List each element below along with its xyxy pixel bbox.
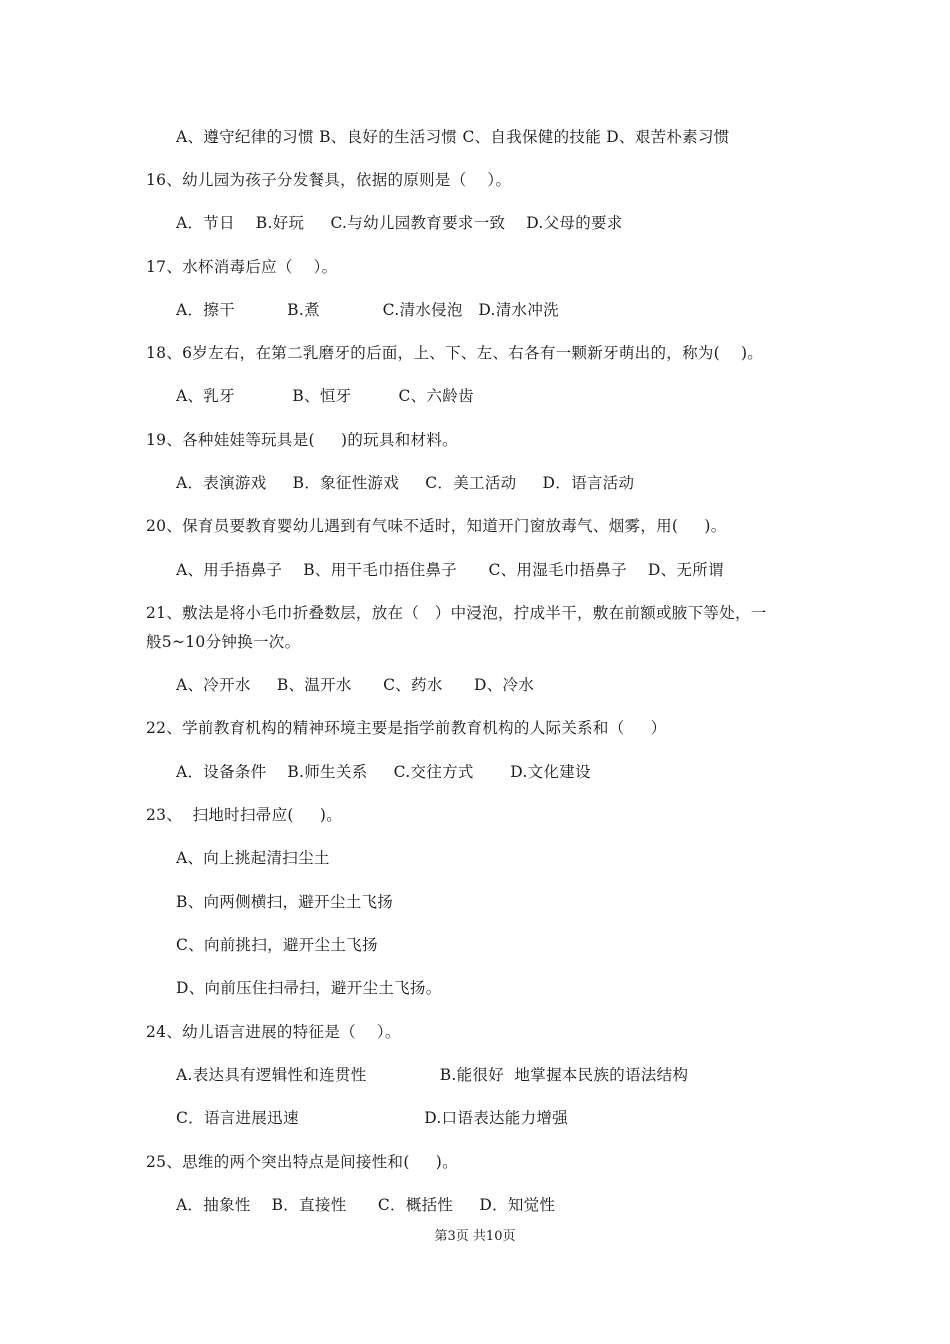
q21-options: A、冷开水 B、温开水 C、药水 D、冷水 — [176, 676, 535, 694]
q17-question: 17、水杯消毒后应（ ）。 — [146, 258, 338, 276]
q20-options: A、用手捂鼻子 B、用干毛巾捂住鼻子 C、用湿毛巾捂鼻子 D、无所谓 — [176, 561, 724, 579]
q18-question: 18、6岁左右，在第二乳磨牙的后面，上、下、左、右各有一颗新牙萌出的，称为( )。 — [146, 344, 764, 362]
q24-question: 24、幼儿语言进展的特征是（ ）。 — [146, 1023, 401, 1041]
q23-option-b: B、向两侧横扫，避开尘土飞扬 — [176, 893, 394, 911]
q23-option-d: D、向前压住扫帚扫，避开尘土飞扬。 — [176, 979, 442, 997]
q23-question: 23、 扫地时扫帚应( )。 — [146, 806, 343, 824]
q16-options: A．节日 B.好玩 C.与幼儿园教育要求一致 D.父母的要求 — [176, 214, 623, 232]
q25-options: A．抽象性 B．直接性 C．概括性 D．知觉性 — [176, 1196, 556, 1214]
q23-option-a: A、向上挑起清扫尘土 — [176, 849, 330, 867]
q21-question: 21、敷法是将小毛巾折叠数层，放在（ ）中浸泡，拧成半干，敷在前额或腋下等处，一 — [146, 604, 767, 622]
q22-options: A．设备条件 B.师生关系 C.交往方式 D.文化建设 — [176, 763, 591, 781]
q23-option-c: C、向前挑扫，避开尘土飞扬 — [176, 936, 378, 954]
q25-question: 25、思维的两个突出特点是间接性和( )。 — [146, 1153, 458, 1171]
q16-question: 16、幼儿园为孩子分发餐具，依据的原则是（ ）。 — [146, 171, 512, 189]
q20-question: 20、保育员要教育婴幼儿遇到有气味不适时，知道开门窗放毒气、烟雾，用( )。 — [146, 517, 727, 535]
q18-options: A、乳牙 B、恒牙 C、六龄齿 — [176, 387, 474, 405]
q24-options-cd: C．语言进展迅速 D.口语表达能力增强 — [176, 1109, 569, 1127]
q21-question-cont: 般5~10分钟换一次。 — [146, 633, 301, 651]
q24-options-ab: A.表达具有逻辑性和连贯性 B.能很好 地掌握本民族的语法结构 — [176, 1066, 689, 1084]
q19-question: 19、各种娃娃等玩具是( )的玩具和材料。 — [146, 431, 458, 449]
q15-options: A、遵守纪律的习惯 B、良好的生活习惯 C、自我保健的技能 D、艰苦朴素习惯 — [176, 128, 730, 146]
q22-question: 22、学前教育机构的精神环境主要是指学前教育机构的人际关系和（ ） — [146, 719, 667, 737]
page-footer: 第3页 共10页 — [434, 1229, 516, 1244]
q17-options: A．擦干 B.煮 C.清水侵泡 D.清水冲洗 — [176, 301, 559, 319]
q19-options: A．表演游戏 B．象征性游戏 C．美工活动 D．语言活动 — [176, 474, 635, 492]
